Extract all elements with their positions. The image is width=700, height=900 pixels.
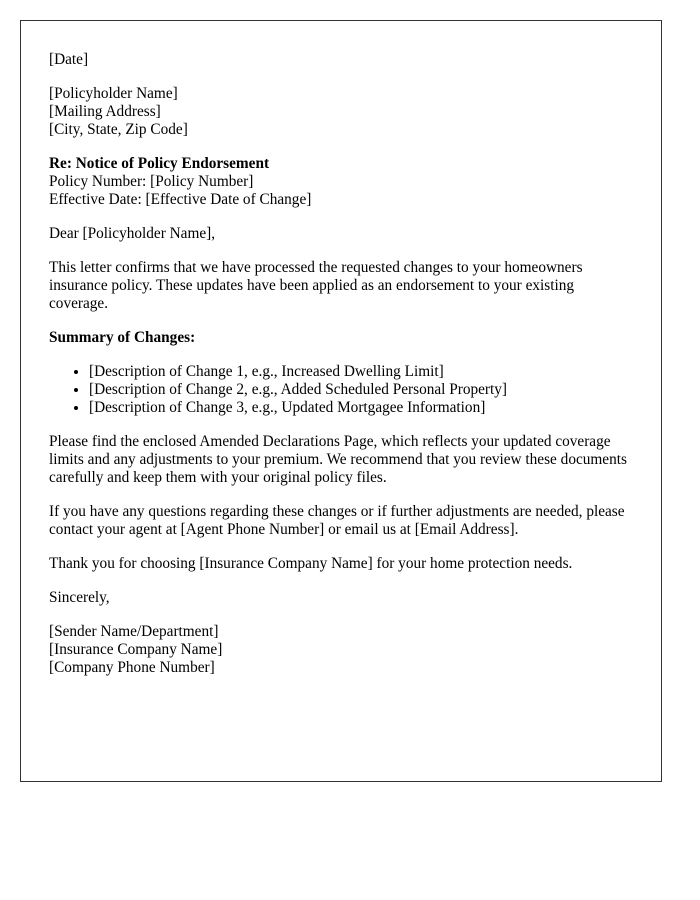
letter xyxy=(20,20,662,782)
intro-paragraph: This letter confirms that we have processed the requested changes to your homeowners insurance policy. These updates have been applied as an endorsement to your existing coverage. xyxy=(49,259,583,312)
contact-paragraph: If you have any questions regarding these changes or if further adjustments are needed, please contact your agent at [Agent Phone Number] or email us at [Email Address]. xyxy=(49,503,625,538)
sender-company: [Insurance Company Name] xyxy=(49,641,223,658)
list-item: • [Description of Change 2, e.g., Added Scheduled Personal Property] xyxy=(89,381,633,399)
changes-list xyxy=(49,363,633,417)
subject-line: Re: Notice of Policy Endorsement xyxy=(49,155,270,172)
closing: Sincerely, xyxy=(49,589,110,606)
date: [Date] xyxy=(49,51,89,68)
summary-heading-text: Summary of Changes: xyxy=(49,329,196,346)
recipient-address: [Mailing Address] xyxy=(49,103,161,120)
recipient-block xyxy=(49,85,633,139)
salutation: Dear [Policyholder Name], xyxy=(49,225,216,242)
recipient-name: [Policyholder Name] xyxy=(49,85,178,102)
reference-block xyxy=(49,155,633,209)
policy-number: Policy Number: [Policy Number] xyxy=(49,173,254,190)
thanks-paragraph: Thank you for choosing [Insurance Company Name] for your home protection needs. xyxy=(49,555,573,572)
sender-name: [Sender Name/Department] xyxy=(49,623,219,640)
effective-date: Effective Date: [Effective Date of Change] xyxy=(49,191,312,208)
summary-heading xyxy=(49,329,633,347)
list-item: • [Description of Change 3, e.g., Updated Mortgagee Information] xyxy=(89,399,633,417)
enclosure-paragraph: Please find the enclosed Amended Declarations Page, which reflects your updated coverage limits and any adjustments to your premium. We recommend that you review these documents carefully and keep them with your original policy files. xyxy=(49,433,627,486)
sender-phone: [Company Phone Number] xyxy=(49,659,215,676)
list-item: • [Description of Change 1, e.g., Increased Dwelling Limit] xyxy=(89,363,633,381)
signature-block xyxy=(49,623,633,677)
recipient-city: [City, State, Zip Code] xyxy=(49,121,188,138)
